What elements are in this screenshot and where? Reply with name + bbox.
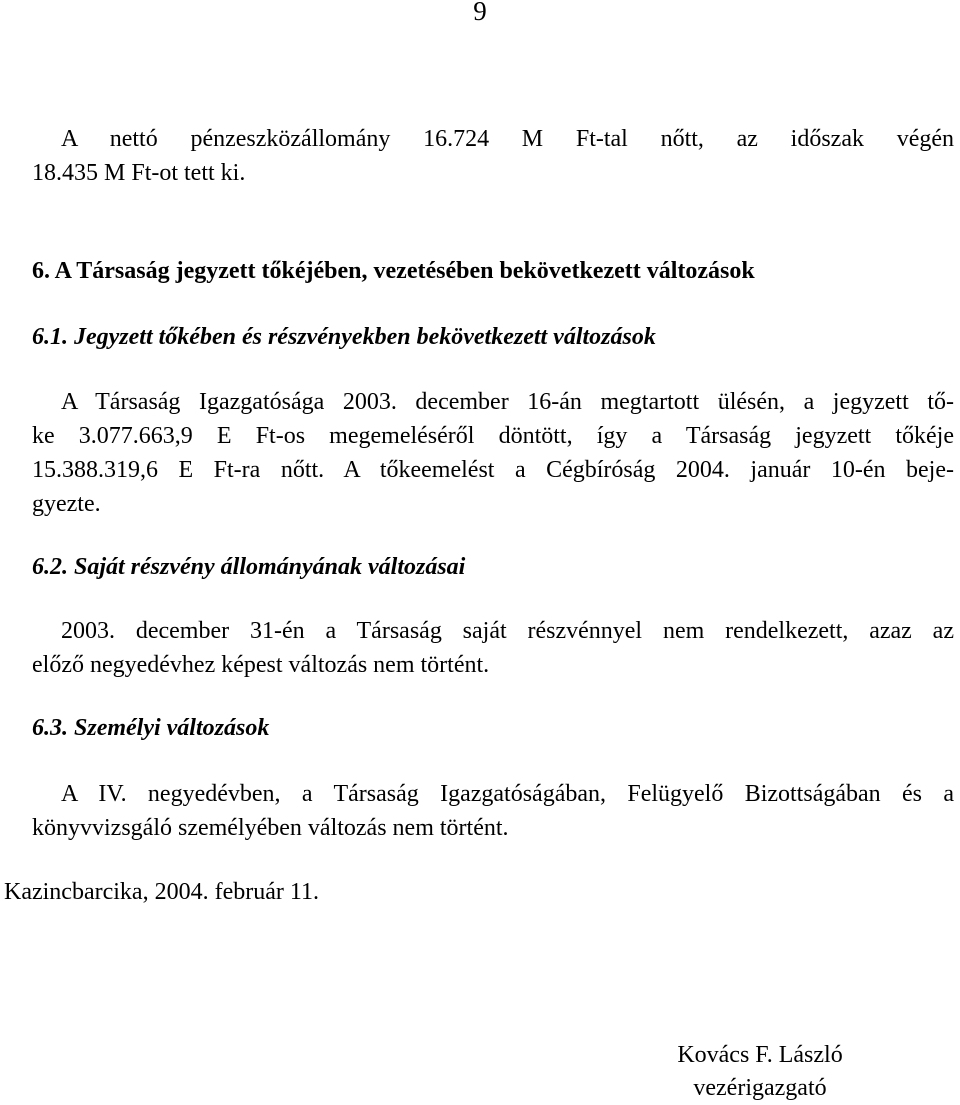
section-6-1-line-4: gyezte. xyxy=(32,491,101,517)
signature-title: vezérigazgató xyxy=(693,1075,827,1101)
section-6-1-line-3: 15.388.319,6 E Ft-ra nőtt. A tőkeemelést a Cégbíróság 2004. január 10-én beje- xyxy=(32,457,954,483)
section-6-1-line-1: A Társaság Igazgatósága 2003. december 16-án megtartott ülésén, a jegyzett tő- xyxy=(61,389,954,415)
section-6-3-heading: 6.3. Személyi változások xyxy=(32,715,270,741)
cash-paragraph-line-2: 18.435 M Ft-ot tett ki. xyxy=(32,160,246,186)
section-6-2-line-1: 2003. december 31-én a Társaság saját részvénnyel nem rendelkezett, azaz az xyxy=(61,618,954,644)
section-6-3-line-2: könyvvizsgáló személyében változás nem történt. xyxy=(32,815,509,841)
signature-name: Kovács F. László xyxy=(677,1042,843,1068)
page-number: 9 xyxy=(473,0,487,26)
section-6-3-line-1: A IV. negyedévben, a Társaság Igazgatóságában, Felügyelő Bizottságában és a xyxy=(61,781,954,807)
cash-paragraph-line-1: A nettó pénzeszközállomány 16.724 M Ft-tal nőtt, az időszak végén xyxy=(61,126,954,152)
section-6-heading: 6. A Társaság jegyzett tőkéjében, vezetésében bekövetkezett változások xyxy=(32,258,755,284)
section-6-1-heading: 6.1. Jegyzett tőkében és részvényekben bekövetkezett változások xyxy=(32,324,656,350)
section-6-2-heading: 6.2. Saját részvény állományának változásai xyxy=(32,554,466,580)
section-6-2-line-2: előző negyedévhez képest változás nem történt. xyxy=(32,652,490,678)
section-6-1-line-2: ke 3.077.663,9 E Ft-os megemeléséről döntött, így a Társaság jegyzett tőkéje xyxy=(32,423,954,449)
place-date: Kazincbarcika, 2004. február 11. xyxy=(4,879,319,905)
